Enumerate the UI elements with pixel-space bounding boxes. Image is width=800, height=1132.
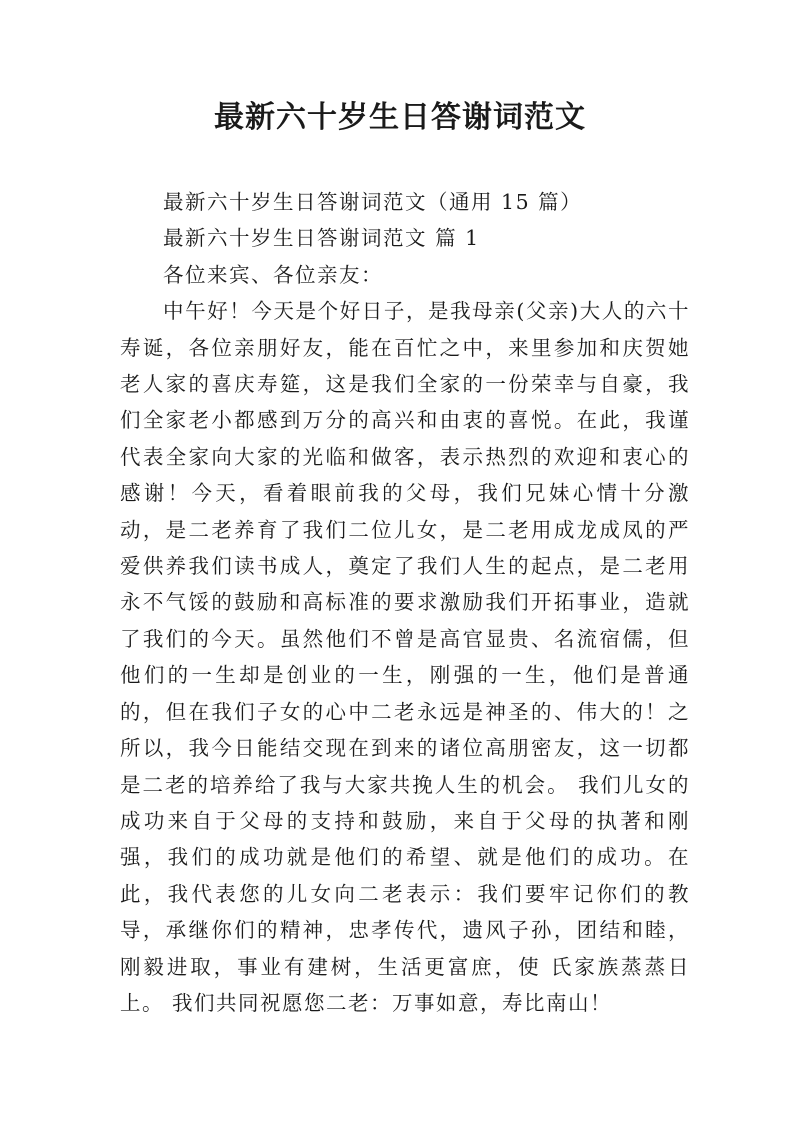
document-subtitle: 最新六十岁生日答谢词范文（通用 15 篇）: [163, 190, 583, 214]
document-content: [120, 184, 690, 1021]
document-title: 最新六十岁生日答谢词范文: [214, 100, 586, 135]
body-paragraph: 中午好！今天是个好日子，是我母亲(父亲)大人的六十寿诞，各位亲朋好友，能在百忙之中，来里参加和庆贺她老人家的喜庆寿筵，这是我们全家的一份荣幸与自豪，我们全家老小都感到万分的高兴和由衷的喜悦。在此，我谨代表全家向大家的光临和做客，表示热烈的欢迎和衷心的感谢！今天，看着眼前我的父母，我们兄妹心情十分激动，是二老养育了我们二位儿女，是二老用成龙成凤的严爱供养我们读书成人，奠定了我们人生的起点，是二老用永不气馁的鼓励和高标准的要求激励我们开拓事业，造就了我们的今天。虽然他们不曾是高官显贵、名流宿儒，但他们的一生却是创业的一生，刚强的一生，他们是普通的，但在我们子女的心中二老永远是神圣的、伟大的！之所以，我今日能结交现在到来的诸位高朋密友，这一切都是二老的培养给了我与大家共挽人生的机会。 我们儿女的成功来自于父母的支持和鼓励，来自于父母的执著和刚强，我们的成功就是他们的希望、就是他们的成功。在此，我代表您的儿女向二老表示：我们要牢记你们的教导，承继你们的精神，忠孝传代，遗风子孙，团结和睦，刚毅进取，事业有建树，生活更富庶，使 氏家族蒸蒸日上。 我们共同祝愿您二老：万事如意，寿比南山！: [120, 299, 690, 1015]
section-heading: 最新六十岁生日答谢词范文 篇 1: [163, 226, 480, 251]
greeting-line: 各位来宾、各位亲友：: [163, 262, 384, 287]
